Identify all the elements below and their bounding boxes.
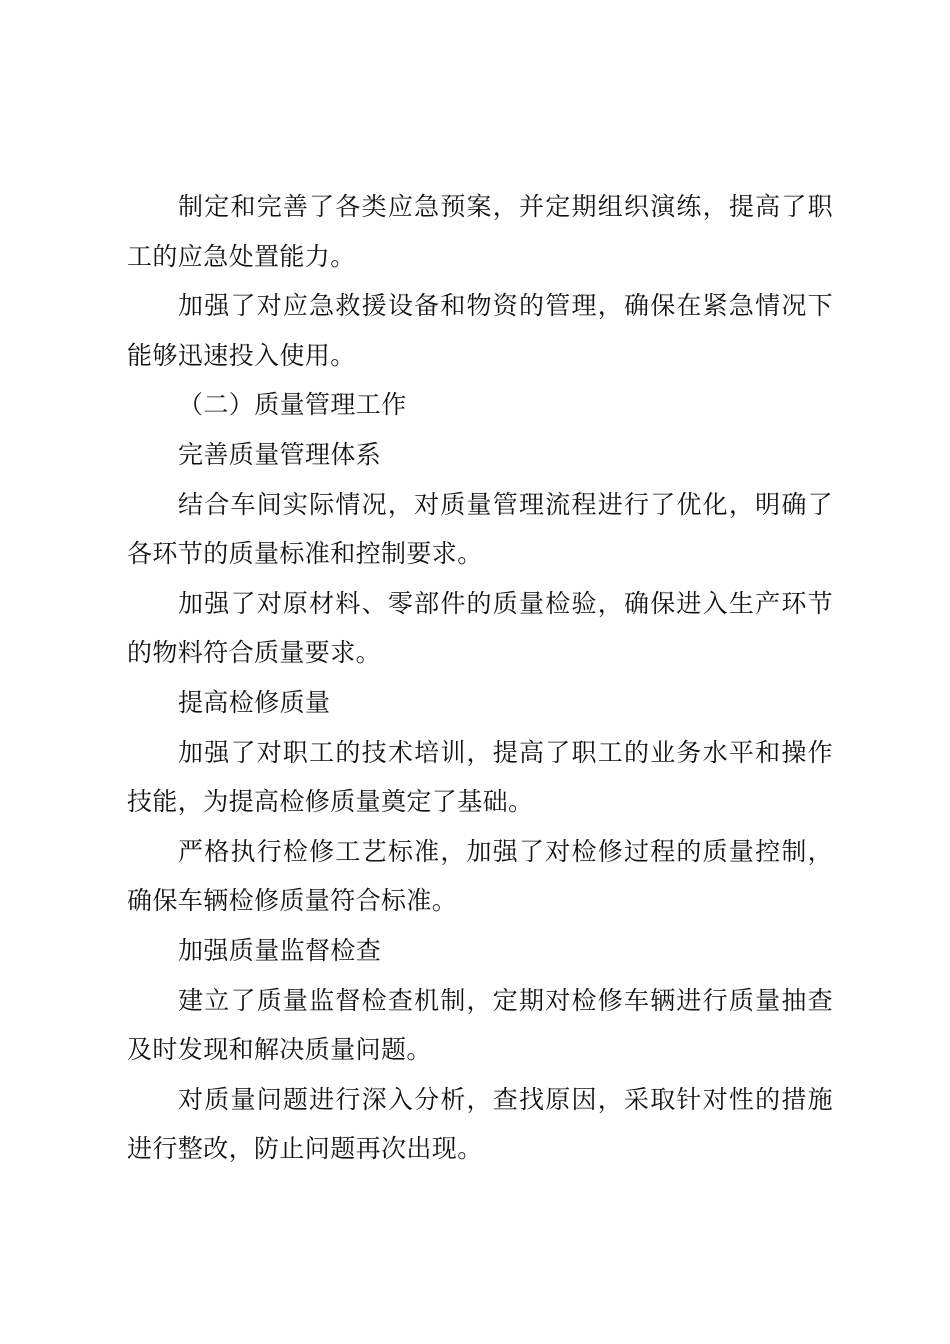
paragraph-process-optimization: 结合车间实际情况，对质量管理流程进行了优化，明确了各环节的质量标准和控制要求。 bbox=[127, 489, 833, 569]
paragraph-problem-analysis: 对质量问题进行深入分析，查找原因，采取针对性的措施进行整改，防止问题再次出现。 bbox=[127, 1084, 833, 1164]
paragraph-supervision-mechanism: 建立了质量监督检查机制，定期对检修车辆进行质量抽查及时发现和解决质量问题。 bbox=[127, 985, 833, 1065]
subheading-quality-system: 完善质量管理体系 bbox=[178, 439, 382, 469]
section-heading-quality-management: （二）质量管理工作 bbox=[178, 390, 407, 420]
paragraph-emergency-equipment: 加强了对应急救援设备和物资的管理，确保在紧急情况下能够迅速投入使用。 bbox=[127, 291, 833, 370]
subheading-quality-supervision: 加强质量监督检查 bbox=[178, 935, 382, 965]
paragraph-material-inspection: 加强了对原材料、零部件的质量检验，确保进入生产环节的物料符合质量要求。 bbox=[127, 588, 833, 668]
paragraph-technical-training: 加强了对职工的技术培训，提高了职工的业务水平和操作技能，为提高检修质量奠定了基础。 bbox=[127, 737, 833, 817]
paragraph-emergency-plans: 制定和完善了各类应急预案，并定期组织演练，提高了职工的应急处置能力。 bbox=[127, 192, 833, 271]
paragraph-process-standards: 严格执行检修工艺标准，加强了对检修过程的质量控制，确保车辆检修质量符合标准。 bbox=[127, 836, 833, 916]
subheading-maintenance-quality: 提高检修质量 bbox=[178, 687, 331, 717]
document-body bbox=[127, 182, 833, 1174]
